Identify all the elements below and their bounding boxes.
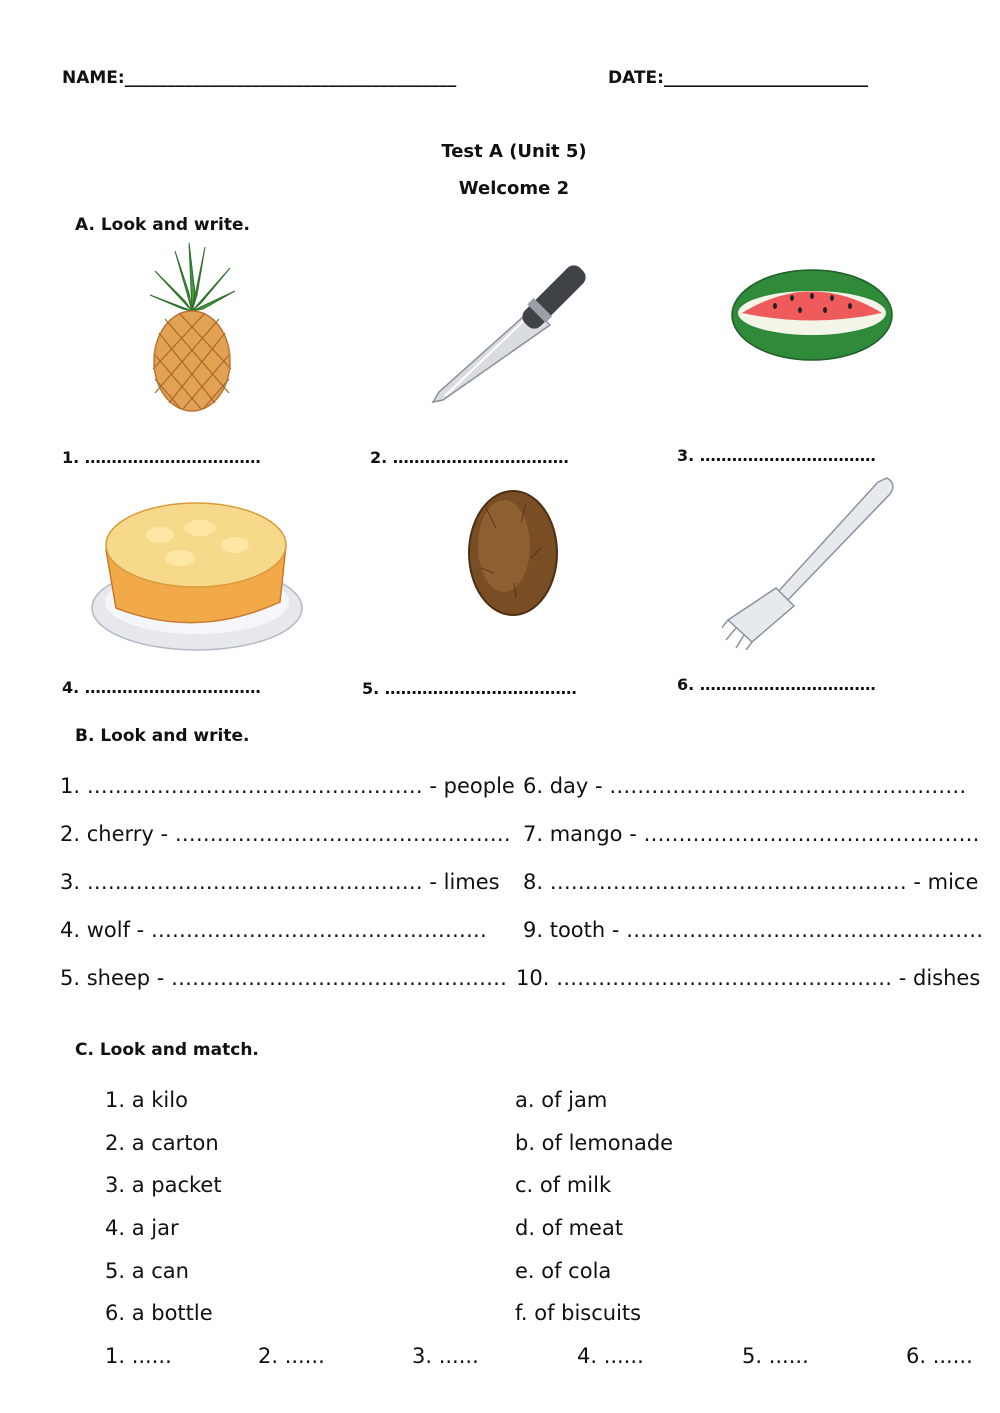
match-left-2: 2. a carton [105, 1131, 219, 1155]
plural-item-8[interactable]: 8. …………………………………………… - mice [523, 870, 979, 894]
plural-item-9[interactable]: 9. tooth - …………………………………………… [523, 918, 984, 942]
answer-line-2[interactable]: 2. …………………………… [370, 448, 569, 467]
match-answer-6[interactable]: 6. ...... [906, 1344, 973, 1368]
match-right-e: e. of cola [515, 1259, 612, 1283]
test-title: Test A (Unit 5) [441, 141, 587, 162]
match-right-c: c. of milk [515, 1173, 612, 1197]
plural-item-6[interactable]: 6. day - …………………………………………… [523, 774, 967, 798]
section-c-heading: C. Look and match. [75, 1040, 259, 1060]
name-field[interactable]: NAME:_______________________________________ [62, 68, 457, 88]
answer-line-5[interactable]: 5. ……………………………… [362, 679, 577, 698]
date-field[interactable]: DATE:________________________ [608, 68, 868, 88]
plural-item-4[interactable]: 4. wolf - ………………………………………… [60, 918, 487, 942]
watermelon-icon [730, 268, 895, 363]
knife-icon [425, 250, 590, 410]
plural-item-7[interactable]: 7. mango - ………………………………………… [523, 822, 980, 846]
book-title: Welcome 2 [458, 178, 570, 199]
pie-icon [90, 490, 305, 655]
coconut-icon [466, 488, 561, 618]
plural-item-10[interactable]: 10. ………………………………………… - dishes [516, 966, 981, 990]
match-right-f: f. of biscuits [515, 1301, 642, 1325]
match-answer-3[interactable]: 3. ...... [412, 1344, 479, 1368]
answer-line-6[interactable]: 6. …………………………… [677, 675, 876, 694]
plural-item-5[interactable]: 5. sheep - ………………………………………… [60, 966, 508, 990]
match-answer-1[interactable]: 1. ...... [105, 1344, 172, 1368]
match-right-d: d. of meat [515, 1216, 624, 1240]
answer-line-1[interactable]: 1. …………………………… [62, 448, 261, 467]
answer-line-3[interactable]: 3. …………………………… [677, 446, 876, 465]
match-left-3: 3. a packet [105, 1173, 222, 1197]
fork-icon [722, 470, 900, 650]
section-b-heading: B. Look and write. [75, 726, 250, 746]
answer-line-4[interactable]: 4. …………………………… [62, 678, 261, 697]
plural-item-2[interactable]: 2. cherry - ………………………………………… [60, 822, 511, 846]
match-answer-2[interactable]: 2. ...... [258, 1344, 325, 1368]
match-left-5: 5. a can [105, 1259, 189, 1283]
plural-item-1[interactable]: 1. ………………………………………… - people [60, 774, 515, 798]
match-answer-5[interactable]: 5. ...... [742, 1344, 809, 1368]
match-right-a: a. of jam [515, 1088, 608, 1112]
plural-item-3[interactable]: 3. ………………………………………… - limes [60, 870, 500, 894]
match-left-1: 1. a kilo [105, 1088, 188, 1112]
pineapple-icon [145, 243, 240, 415]
section-a-heading: A. Look and write. [75, 215, 250, 235]
match-answer-4[interactable]: 4. ...... [577, 1344, 644, 1368]
match-left-6: 6. a bottle [105, 1301, 213, 1325]
match-right-b: b. of lemonade [515, 1131, 674, 1155]
match-left-4: 4. a jar [105, 1216, 179, 1240]
